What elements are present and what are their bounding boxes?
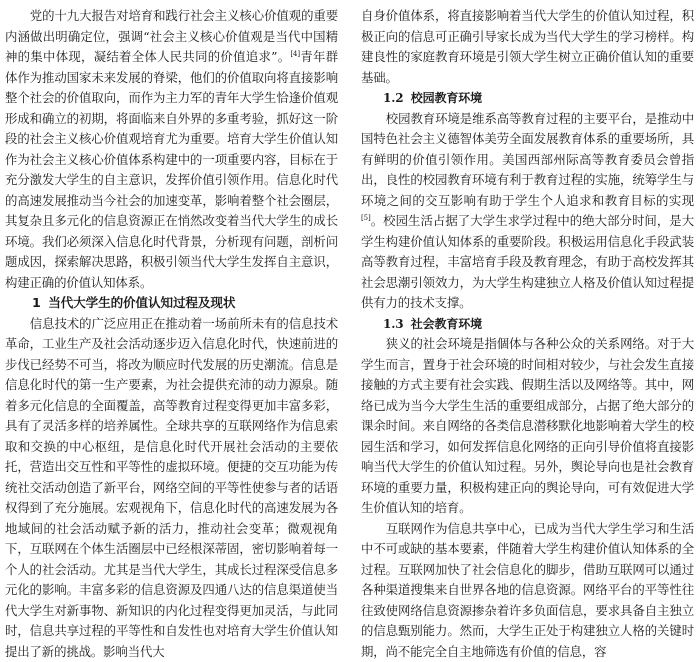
citation-4: [4] — [290, 50, 300, 58]
right-column — [361, 6, 694, 547]
section-title: 当代大学生的价值认知过程及现状 — [48, 295, 235, 310]
paragraph-info-tech: 信息技术的广泛应用正在推动着一场前所未有的信息技术革命，工业生产及社会活动逐步迈入信息化时代，快速前进的步伐已经势不可当，将改为顺应时代发展的历史潮流。信息是信息化时代的第一生产要素，为社会提供充沛的动力源泉。随着多元化信息的全面覆盖，高等教育过程变得更加丰富多彩，具有了灵活多样的培养属性。全球共享的互联网络作为信息索取和交换的中心枢纽，是信息化时代开展社会活动的主要依托，营造出交互性和平等性的虚拟环境。便捷的交互功能为传统社交活动创造了新平台，网络空间的平等性使参与者的话语权得到了充分施展。宏观视角下，信息化时代的高速发展为各地域间的社会活动赋予新的活力，推动社会变革；微观视角下，互联网在个体生活圈层中已经根深蒂固，密切影响着每一个人的社会活动。尤其是当代大学生，其成长过程深受信息多元化的影响。丰富多彩的信息资源及四通八达的信息渠道使当代大学生对新事物、新知识的内化过程变得更加灵活，与此同时，信息共享过程的平等性和自发性也对培育大学生价值认知提出了新的挑战。影响当代大 — [5, 314, 338, 662]
section-title: 社会教育环境 — [411, 317, 482, 331]
section-number: 1.2 — [383, 91, 404, 105]
paragraph-campus: 校园教育环境是维系高等教育过程的主要平台，是推动中国特色社会主义德智体美劳全面发展教育体系的重要场所，具有鲜明的价值引领作用。美国西部州际高等教育委员会曾指出，良性的校园教育环境有利于教育过程的实施，统筹学生与环境之间的交互影响有助于学生个人追求和教育目标的实现[5]。校园生活占据了大学生求学过程中的绝大部分时间，是大学生构建价值认知体系的重要阶段。积极运用信息化手段武装高等教育过程，丰富培育手段及教育理念，有助于高校发挥其社会思潮引领效力，为大学生构建独立人格及价值认知过程提供有力的技术支撑。 — [361, 109, 694, 314]
section-number: 1.3 — [383, 317, 404, 331]
section-heading-1 — [5, 293, 338, 314]
section-heading-1-3 — [361, 314, 694, 335]
citation-5: [5] — [361, 214, 371, 222]
section-heading-1-2 — [361, 88, 694, 109]
paragraph-family-cont: 自身价值体系，将直接影响着当代大学生的价值认知过程，积极正向的信息可正确引导家长成为当代大学生的学习榜样。构建良性的家庭教育环境是引领大学生树立正确价值认知的重要基础。 — [361, 6, 694, 88]
paragraph-internet: 互联网作为信息共享中心，已成为当代大学生学习和生活中不可或缺的基本要素，伴随着大学生构建价值认知体系的全过程。互联网加快了社会信息化的脚步，借助互联网可以通过各种渠道搜集来自世界各地的信息资源。网络平台的平等性往往致使网络信息资源掺杂着许多负面信息，要求具备自主独立的信息甄别能力。然而，大学生正处于构建独立人格的关键时期，尚不能完全自主地筛选有价值的信息，容 — [361, 519, 694, 662]
left-column — [5, 6, 338, 547]
section-title: 校园教育环境 — [411, 91, 482, 105]
paragraph-intro: 党的十九大报告对培育和践行社会主义核心价值观的重要内涵做出明确定位，强调“社会主义核心价值观是当代中国精神的集中体现，凝结着全体人民共同的价值追求”。[4]青年群体作为推动国家未来发展的脊梁，他们的价值取向将直接影响整个社会的价值取向，而作为主力军的青年大学生恰逢价值观形成和确立的初期，将面临来自外界的多重考验，抓好这一阶段的社会主义核心价值观培育尤为重要。培育大学生价值认知作为社会主义核心价值体系构建中的一项重要内容，目标在于充分激发大学生的自主意识，发挥价值引领作用。信息化时代的高速发展推动当今社会的加速变革，影响着整个社会圈层，其复杂且多元化的信息资源正在悄然改变着当代大学生的成长环境。我们必须深入信息化时代背景，分析现有问题，剖析问题成因，探索解决思路，积极引领当代大学生发挥自主意识，构建正确的价值认知体系。 — [5, 6, 338, 293]
section-number: 1 — [32, 295, 41, 310]
paragraph-society: 狭义的社会环境是指個体与各种公众的关系网络。对于大学生而言，置身于社会环境的时间相对较少，与社会发生直接接触的方式主要有社会实践、假期生活以及网络等。其中，网络已成为当今大学生生活的重要组成部分，占据了绝大部分的课余时间。来自网络的各类信息潜移默化地影响着大学生的校园生活和学习，如何发挥信息化网络的正向引导价值将直接影响当代大学生的价值认知过程。另外，舆论导向也是社会教育环境的重要力量，积极构建正向的舆论导向，可有效促进大学生价值认知的培育。 — [361, 334, 694, 519]
